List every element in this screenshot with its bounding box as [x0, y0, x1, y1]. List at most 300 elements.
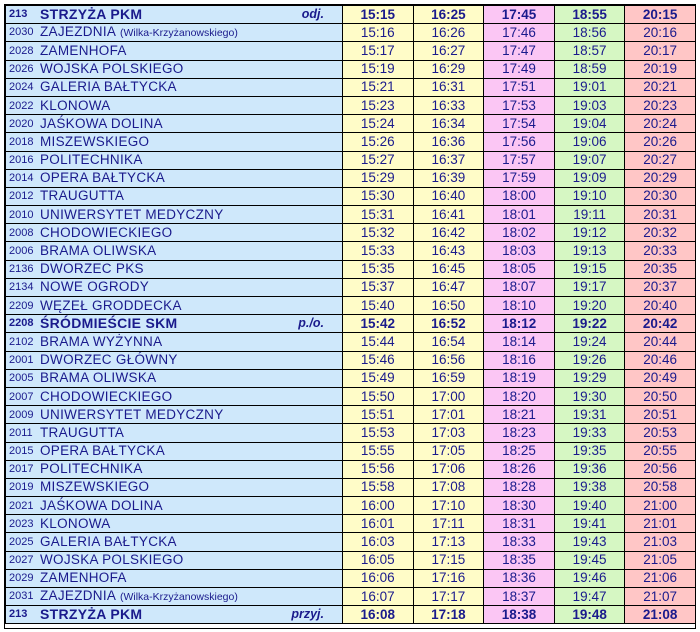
- stop-tag: odj.: [301, 7, 324, 21]
- departure-time: 19:47: [554, 588, 625, 606]
- departure-time: 17:03: [413, 424, 484, 442]
- departure-time: 18:36: [484, 569, 555, 587]
- departure-time: 19:04: [554, 115, 625, 133]
- departure-time: 16:39: [413, 169, 484, 187]
- departure-time: 16:33: [413, 96, 484, 114]
- stop-name: POLITECHNIKA: [40, 461, 143, 477]
- departure-time: 20:33: [625, 242, 696, 260]
- departure-time: 15:24: [343, 115, 414, 133]
- stop-code: 213: [9, 608, 28, 621]
- stop-name: BRAMA OLIWSKA: [40, 370, 157, 386]
- departure-time: 19:33: [554, 424, 625, 442]
- departure-time: 15:15: [343, 6, 414, 24]
- departure-time: 19:20: [554, 297, 625, 315]
- stop-name: ZAMENHOFA: [40, 42, 127, 58]
- departure-time: 15:44: [343, 333, 414, 351]
- timetable-row: [6, 96, 696, 114]
- departure-time: 16:42: [413, 224, 484, 242]
- stop-name: ZAJEZDNIA: [40, 24, 117, 40]
- timetable-row: [6, 460, 696, 478]
- departure-time: 20:26: [625, 133, 696, 151]
- departure-time: 16:54: [413, 333, 484, 351]
- departure-time: 19:38: [554, 478, 625, 496]
- stop-cell: [6, 460, 343, 478]
- stop-name: KLONOWA: [40, 515, 111, 531]
- timetable-row: [6, 115, 696, 133]
- departure-time: 21:03: [625, 533, 696, 551]
- stop-cell: [6, 60, 343, 78]
- departure-time: 19:40: [554, 497, 625, 515]
- stop-name: OPERA BAŁTYCKA: [40, 170, 165, 186]
- departure-time: 20:17: [625, 42, 696, 60]
- departure-time: 19:13: [554, 242, 625, 260]
- stop-cell: [6, 260, 343, 278]
- timetable-row: [6, 497, 696, 515]
- stop-code: 2027: [9, 554, 34, 567]
- timetable-row: [6, 387, 696, 405]
- stop-cell: [6, 606, 343, 624]
- stop-cell: [6, 187, 343, 205]
- stop-cell: [6, 42, 343, 60]
- stop-name: JAŚKOWA DOLINA: [40, 115, 163, 131]
- departure-time: 16:36: [413, 133, 484, 151]
- stop-cell: [6, 242, 343, 260]
- departure-time: 20:15: [625, 6, 696, 24]
- timetable-row: [6, 297, 696, 315]
- stop-code: 2021: [9, 499, 34, 512]
- stop-name: POLITECHNIKA: [40, 152, 143, 168]
- departure-time: 15:50: [343, 387, 414, 405]
- departure-time: 18:20: [484, 387, 555, 405]
- departure-time: 17:01: [413, 406, 484, 424]
- departure-time: 15:19: [343, 60, 414, 78]
- departure-time: 18:35: [484, 551, 555, 569]
- departure-time: 19:48: [554, 606, 625, 624]
- departure-time: 19:31: [554, 406, 625, 424]
- timetable-row: [6, 333, 696, 351]
- departure-time: 19:06: [554, 133, 625, 151]
- departure-time: 15:30: [343, 187, 414, 205]
- departure-time: 16:45: [413, 260, 484, 278]
- departure-time: 15:16: [343, 24, 414, 42]
- departure-time: 16:01: [343, 515, 414, 533]
- departure-time: 20:32: [625, 224, 696, 242]
- stop-name: MISZEWSKIEGO: [40, 479, 150, 495]
- timetable-row: [6, 406, 696, 424]
- timetable-row: [6, 369, 696, 387]
- stop-code: 2006: [9, 245, 34, 258]
- departure-time: 20:23: [625, 96, 696, 114]
- timetable-row: [6, 6, 696, 24]
- stop-name: WOJSKA POLSKIEGO: [40, 61, 184, 77]
- departure-time: 18:03: [484, 242, 555, 260]
- departure-time: 19:17: [554, 278, 625, 296]
- timetable-row: [6, 478, 696, 496]
- stop-cell: [6, 424, 343, 442]
- stop-name: UNIWERSYTET MEDYCZNY: [40, 406, 224, 422]
- stop-cell: [6, 569, 343, 587]
- stop-code: 2028: [9, 44, 34, 57]
- stop-code: 2020: [9, 117, 34, 130]
- stop-name: STRZYŻA PKM: [40, 606, 143, 623]
- timetable-row: [6, 424, 696, 442]
- departure-time: 15:33: [343, 242, 414, 260]
- departure-time: 16:59: [413, 369, 484, 387]
- stop-code: 2010: [9, 208, 34, 221]
- departure-time: 16:27: [413, 42, 484, 60]
- departure-time: 20:55: [625, 442, 696, 460]
- departure-time: 21:06: [625, 569, 696, 587]
- timetable-row: [6, 315, 696, 333]
- stop-cell: [6, 206, 343, 224]
- stop-code: 2019: [9, 481, 34, 494]
- timetable-row: [6, 133, 696, 151]
- departure-time: 15:53: [343, 424, 414, 442]
- stop-code: 2209: [9, 299, 34, 312]
- departure-time: 21:07: [625, 588, 696, 606]
- departure-time: 20:51: [625, 406, 696, 424]
- timetable-row: [6, 551, 696, 569]
- departure-time: 19:35: [554, 442, 625, 460]
- departure-time: 16:03: [343, 533, 414, 551]
- stop-cell: [6, 133, 343, 151]
- stop-name: STRZYŻA PKM: [40, 6, 143, 23]
- stop-tag: p./o.: [298, 316, 324, 331]
- stop-name: GALERIA BAŁTYCKA: [40, 534, 177, 550]
- departure-time: 20:42: [625, 315, 696, 333]
- departure-time: 20:31: [625, 206, 696, 224]
- departure-time: 15:55: [343, 442, 414, 460]
- stop-name: CHODOWIECKIEGO: [40, 224, 173, 240]
- timetable-row: [6, 187, 696, 205]
- stop-code: 2025: [9, 536, 34, 549]
- stop-code: 2016: [9, 154, 34, 167]
- departure-time: 18:33: [484, 533, 555, 551]
- stop-code: 2015: [9, 445, 34, 458]
- departure-time: 18:10: [484, 297, 555, 315]
- departure-time: 19:01: [554, 78, 625, 96]
- stop-code: 2031: [9, 590, 34, 603]
- departure-time: 17:54: [484, 115, 555, 133]
- departure-time: 20:24: [625, 115, 696, 133]
- departure-time: 19:46: [554, 569, 625, 587]
- timetable-row: [6, 60, 696, 78]
- departure-time: 16:07: [343, 588, 414, 606]
- departure-time: 20:49: [625, 369, 696, 387]
- departure-time: 18:23: [484, 424, 555, 442]
- stop-cell: [6, 333, 343, 351]
- departure-time: 19:07: [554, 151, 625, 169]
- stop-code: 2134: [9, 281, 34, 294]
- departure-time: 17:08: [413, 478, 484, 496]
- departure-time: 17:15: [413, 551, 484, 569]
- stop-cell: [6, 297, 343, 315]
- departure-time: 21:05: [625, 551, 696, 569]
- departure-time: 18:14: [484, 333, 555, 351]
- timetable-row: [6, 151, 696, 169]
- departure-time: 19:26: [554, 351, 625, 369]
- departure-time: 15:27: [343, 151, 414, 169]
- departure-time: 19:30: [554, 387, 625, 405]
- stop-code: 2018: [9, 135, 34, 148]
- departure-time: 17:53: [484, 96, 555, 114]
- departure-time: 20:44: [625, 333, 696, 351]
- departure-time: 20:50: [625, 387, 696, 405]
- departure-time: 20:56: [625, 460, 696, 478]
- stop-code: 2008: [9, 226, 34, 239]
- timetable-row: [6, 206, 696, 224]
- departure-time: 18:07: [484, 278, 555, 296]
- stop-name: TRAUGUTTA: [40, 188, 125, 204]
- stop-cell: [6, 478, 343, 496]
- departure-time: 18:12: [484, 315, 555, 333]
- departure-time: 16:00: [343, 497, 414, 515]
- timetable-row: [6, 533, 696, 551]
- stop-name: ZAMENHOFA: [40, 570, 127, 586]
- stop-code: 2026: [9, 63, 34, 76]
- stop-name: ZAJEZDNIA: [40, 588, 117, 604]
- departure-time: 19:12: [554, 224, 625, 242]
- departure-time: 17:59: [484, 169, 555, 187]
- departure-time: 18:21: [484, 406, 555, 424]
- departure-time: 20:30: [625, 187, 696, 205]
- stop-code: 2102: [9, 335, 34, 348]
- departure-time: 20:27: [625, 151, 696, 169]
- departure-time: 20:21: [625, 78, 696, 96]
- stop-code: 2007: [9, 390, 34, 403]
- departure-time: 18:01: [484, 206, 555, 224]
- stop-name: MISZEWSKIEGO: [40, 133, 150, 149]
- departure-time: 16:37: [413, 151, 484, 169]
- stop-code: 2024: [9, 81, 34, 94]
- departure-time: 17:18: [413, 606, 484, 624]
- departure-time: 20:46: [625, 351, 696, 369]
- departure-time: 15:40: [343, 297, 414, 315]
- departure-time: 15:29: [343, 169, 414, 187]
- departure-time: 18:19: [484, 369, 555, 387]
- timetable-row: [6, 442, 696, 460]
- departure-time: 19:11: [554, 206, 625, 224]
- departure-time: 17:47: [484, 42, 555, 60]
- departure-time: 15:35: [343, 260, 414, 278]
- timetable-row: [6, 351, 696, 369]
- timetable: [5, 5, 696, 624]
- departure-time: 19:10: [554, 187, 625, 205]
- stop-cell: [6, 315, 343, 333]
- departure-time: 17:17: [413, 588, 484, 606]
- departure-time: 15:51: [343, 406, 414, 424]
- departure-time: 15:21: [343, 78, 414, 96]
- departure-time: 15:58: [343, 478, 414, 496]
- departure-time: 15:32: [343, 224, 414, 242]
- stop-code: 2022: [9, 99, 34, 112]
- timetable-row: [6, 42, 696, 60]
- stop-name: JAŚKOWA DOLINA: [40, 497, 163, 513]
- stop-code: 2136: [9, 263, 34, 276]
- departure-time: 18:38: [484, 606, 555, 624]
- departure-time: 15:26: [343, 133, 414, 151]
- departure-time: 18:28: [484, 478, 555, 496]
- departure-time: 20:19: [625, 60, 696, 78]
- stop-code: 2012: [9, 190, 34, 203]
- stop-code: 2014: [9, 172, 34, 185]
- departure-time: 17:10: [413, 497, 484, 515]
- departure-time: 18:59: [554, 60, 625, 78]
- departure-time: 15:56: [343, 460, 414, 478]
- timetable-row: [6, 224, 696, 242]
- departure-time: 20:40: [625, 297, 696, 315]
- stop-name: DWORZEC GŁÓWNY: [40, 352, 178, 368]
- departure-time: 18:31: [484, 515, 555, 533]
- departure-time: 17:56: [484, 133, 555, 151]
- departure-time: 18:56: [554, 24, 625, 42]
- departure-time: 21:01: [625, 515, 696, 533]
- departure-time: 16:47: [413, 278, 484, 296]
- stop-cell: [6, 224, 343, 242]
- timetable-row: [6, 260, 696, 278]
- stop-code: 2029: [9, 572, 34, 585]
- departure-time: 18:02: [484, 224, 555, 242]
- departure-time: 16:06: [343, 569, 414, 587]
- departure-time: 17:13: [413, 533, 484, 551]
- departure-time: 16:50: [413, 297, 484, 315]
- departure-time: 16:56: [413, 351, 484, 369]
- stop-note: (Wilka-Krzyżanowskiego): [119, 591, 238, 604]
- stop-code: 2030: [9, 26, 34, 39]
- departure-time: 17:11: [413, 515, 484, 533]
- departure-time: 16:40: [413, 187, 484, 205]
- departure-time: 15:49: [343, 369, 414, 387]
- departure-time: 19:43: [554, 533, 625, 551]
- stop-name: DWORZEC PKS: [40, 261, 144, 277]
- stop-cell: [6, 24, 343, 42]
- departure-time: 16:34: [413, 115, 484, 133]
- departure-time: 18:16: [484, 351, 555, 369]
- stop-cell: [6, 151, 343, 169]
- timetable-row: [6, 515, 696, 533]
- stop-note: (Wilka-Krzyżanowskiego): [119, 27, 238, 40]
- stop-name: CHODOWIECKIEGO: [40, 388, 173, 404]
- timetable-row: [6, 78, 696, 96]
- stop-cell: [6, 406, 343, 424]
- departure-time: 21:08: [625, 606, 696, 624]
- departure-time: 17:06: [413, 460, 484, 478]
- stop-code: 2023: [9, 517, 34, 530]
- departure-time: 15:23: [343, 96, 414, 114]
- departure-time: 19:22: [554, 315, 625, 333]
- stop-cell: [6, 96, 343, 114]
- stop-code: 2208: [9, 317, 34, 330]
- timetable-frame: [4, 4, 696, 629]
- stop-name: OPERA BAŁTYCKA: [40, 443, 165, 459]
- stop-name: WĘZEŁ GRODDECKA: [40, 297, 182, 313]
- departure-time: 15:37: [343, 278, 414, 296]
- departure-time: 20:58: [625, 478, 696, 496]
- departure-time: 17:05: [413, 442, 484, 460]
- departure-time: 21:00: [625, 497, 696, 515]
- departure-time: 18:57: [554, 42, 625, 60]
- stop-cell: [6, 588, 343, 606]
- stop-cell: [6, 369, 343, 387]
- departure-time: 18:55: [554, 6, 625, 24]
- departure-time: 16:43: [413, 242, 484, 260]
- stop-cell: [6, 78, 343, 96]
- stop-code: 2009: [9, 408, 34, 421]
- departure-time: 20:16: [625, 24, 696, 42]
- timetable-row: [6, 278, 696, 296]
- stop-code: 2001: [9, 354, 34, 367]
- stop-name: UNIWERSYTET MEDYCZNY: [40, 206, 224, 222]
- departure-time: 18:05: [484, 260, 555, 278]
- stop-cell: [6, 551, 343, 569]
- timetable-row: [6, 24, 696, 42]
- departure-time: 19:15: [554, 260, 625, 278]
- stop-cell: [6, 515, 343, 533]
- departure-time: 16:25: [413, 6, 484, 24]
- departure-time: 17:51: [484, 78, 555, 96]
- departure-time: 19:36: [554, 460, 625, 478]
- timetable-row: [6, 169, 696, 187]
- stop-cell: [6, 533, 343, 551]
- stop-name: GALERIA BAŁTYCKA: [40, 79, 177, 95]
- timetable-row: [6, 606, 696, 624]
- stop-cell: [6, 442, 343, 460]
- timetable-body: [6, 6, 696, 624]
- stop-cell: [6, 6, 343, 24]
- departure-time: 18:30: [484, 497, 555, 515]
- departure-time: 19:45: [554, 551, 625, 569]
- stop-code: 2017: [9, 463, 34, 476]
- departure-time: 20:29: [625, 169, 696, 187]
- departure-time: 19:09: [554, 169, 625, 187]
- departure-time: 18:25: [484, 442, 555, 460]
- stop-tag: przyj.: [291, 607, 324, 622]
- stop-cell: [6, 278, 343, 296]
- departure-time: 16:08: [343, 606, 414, 624]
- departure-time: 15:17: [343, 42, 414, 60]
- departure-time: 19:41: [554, 515, 625, 533]
- departure-time: 15:46: [343, 351, 414, 369]
- departure-time: 20:37: [625, 278, 696, 296]
- departure-time: 16:41: [413, 206, 484, 224]
- departure-time: 20:53: [625, 424, 696, 442]
- departure-time: 18:00: [484, 187, 555, 205]
- stop-name: BRAMA WYŻYNNA: [40, 333, 163, 349]
- stop-cell: [6, 115, 343, 133]
- departure-time: 16:52: [413, 315, 484, 333]
- stop-code: 2011: [9, 426, 33, 439]
- timetable-row: [6, 242, 696, 260]
- departure-time: 17:45: [484, 6, 555, 24]
- departure-time: 15:42: [343, 315, 414, 333]
- stop-name: BRAMA OLIWSKA: [40, 243, 157, 259]
- stop-name: ŚRÓDMIEŚCIE SKM: [40, 315, 178, 332]
- departure-time: 15:31: [343, 206, 414, 224]
- stop-name: KLONOWA: [40, 97, 111, 113]
- stop-cell: [6, 497, 343, 515]
- departure-time: 17:57: [484, 151, 555, 169]
- departure-time: 19:24: [554, 333, 625, 351]
- timetable-row: [6, 569, 696, 587]
- departure-time: 19:03: [554, 96, 625, 114]
- stop-code: 213: [9, 8, 28, 21]
- stop-name: NOWE OGRODY: [40, 279, 150, 295]
- departure-time: 17:46: [484, 24, 555, 42]
- timetable-row: [6, 588, 696, 606]
- departure-time: 18:37: [484, 588, 555, 606]
- stop-name: WOJSKA POLSKIEGO: [40, 552, 184, 568]
- departure-time: 20:35: [625, 260, 696, 278]
